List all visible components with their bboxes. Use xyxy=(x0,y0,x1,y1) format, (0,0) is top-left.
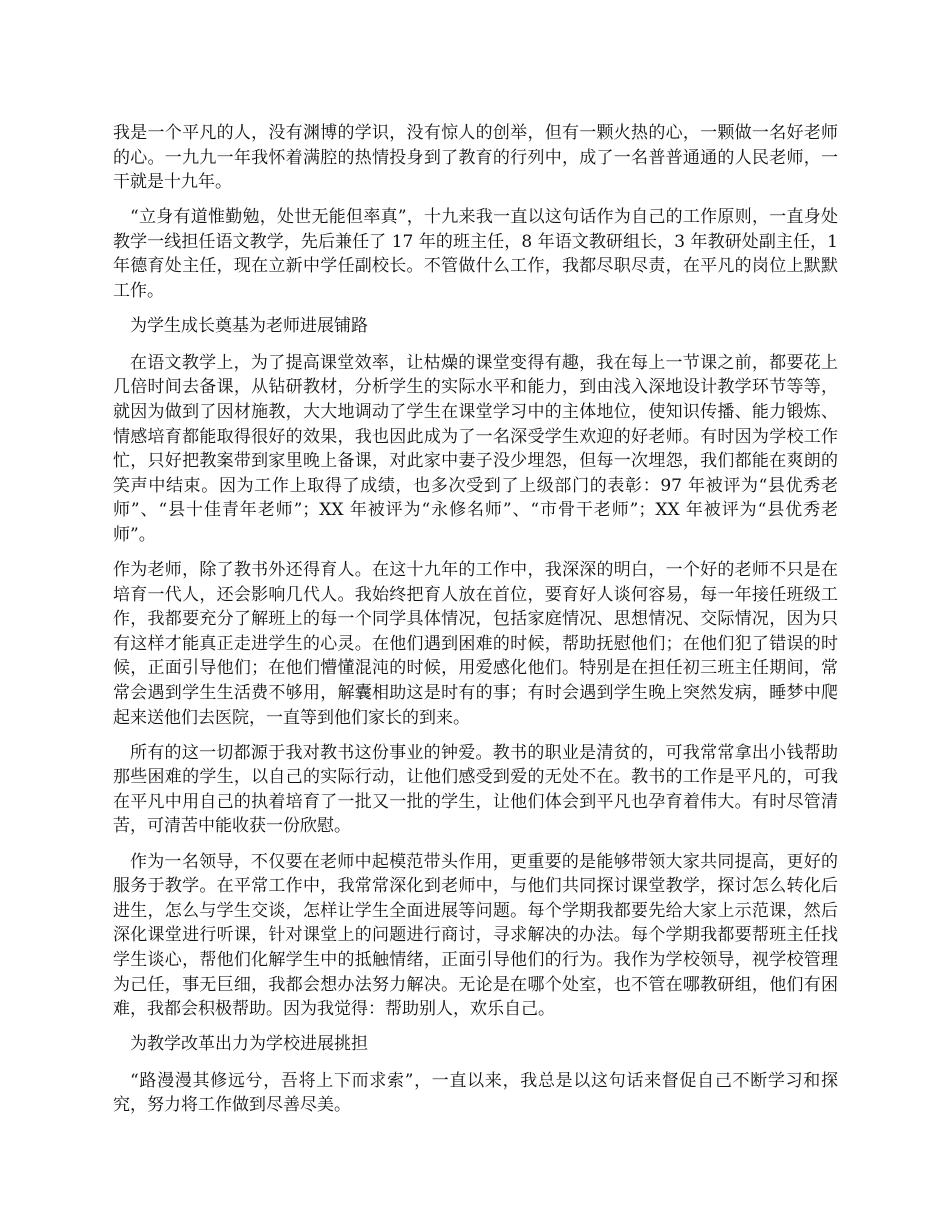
paragraph-motto: “立身有道惟勤勉，处世无能但率真”，十九来我一直以这句话作为自己的工作原则，一直身处教学一线担任语文教学，先后兼任了 17 年的班主任，8 年语文教研组长，3 年教研处副主任，1 年德育处主任，现在立新中学任副校长。不管做什么工作，我都尽职尽责，在平凡的岗位上默默工作。 xyxy=(113,207,838,302)
paragraph-teaching: 在语文教学上，为了提高课堂效率，让枯燥的课堂变得有趣，我在每上一节课之前，都要花上几倍时间去备课，从钻研教材，分析学生的实际水平和能力，到由浅入深地设计教学环节等等，就因为做到了因材施教，大大地调动了学生在课堂学习中的主体地位，使知识传播、能力锻炼、情感培育都能取得很好的效果，我也因此成为了一名深受学生欢迎的好老师。有时因为学校工作忙，只好把教案带到家里晚上备课，对此家中妻子没少埋怨，但每一次埋怨，我们都能在爽朗的笑声中结束。因为工作上取得了成绩，也多次受到了上级部门的表彰：97 年被评为“县优秀老师”、“县十佳青年老师”；XX 年被评为“永修名师”、“市骨干老师”；XX 年被评为“县优秀老师”。 xyxy=(113,352,838,545)
paragraph-reform: “路漫漫其修远兮，吾将上下而求索”，一直以来，我总是以这句话来督促自己不断学习和探究，努力将工作做到尽善尽美。 xyxy=(113,1070,838,1116)
document-body xyxy=(113,121,838,1128)
paragraph-educating: 作为老师，除了教书外还得育人。在这十九年的工作中，我深深的明白，一个好的老师不只是在培育一代人，还会影响几代人。我始终把育人放在首位，要育好人谈何容易，每一年接任班级工作，我都要充分了解班上的每一个同学具体情况，包括家庭情况、思想情况、交际情况，因为只有这样才能真正走进学生的心灵。在他们遇到困难的时候，帮助抚慰他们；在他们犯了错误的时候，正面引导他们；在他们懵懂混沌的时候，用爱感化他们。特别是在担任初三班主任期间，常常会遇到学生生活费不够用，解囊相助这是时有的事；有时会遇到学生晚上突然发病，睡梦中爬起来送他们去医院，一直等到他们家长的到来。 xyxy=(113,560,838,728)
section-heading-2: 为教学改革出力为学校进展挑担 xyxy=(130,1034,368,1055)
section-heading-1: 为学生成长奠基为老师进展铺路 xyxy=(130,316,368,337)
paragraph-intro: 我是一个平凡的人，没有渊博的学识，没有惊人的创举，但有一颗火热的心，一颗做一名好老师的心。一九九一年我怀着满腔的热情投身到了教育的行列中，成了一名普普通通的人民老师，一干就是十九年。 xyxy=(113,123,838,193)
paragraph-leadership: 作为一名领导，不仅要在老师中起模范带头作用，更重要的是能够带领大家共同提高，更好的服务于教学。在平常工作中，我常常深化到老师中，与他们共同探讨课堂教学，探讨怎么转化后进生，怎么与学生交谈，怎样让学生全面进展等问题。每个学期我都要先给大家上示范课，然后深化课堂进行听课，针对课堂上的问题进行商讨，寻求解决的办法。每个学期我都要帮班主任找学生谈心，帮他们化解学生中的抵触情绪，正面引导他们的行为。我作为学校领导，视学校管理为己任，事无巨细，我都会想办法努力解决。无论是在哪个处室，也不管在哪教研组，他们有困难，我都会积极帮助。因为我觉得：帮助别人，欢乐自己。 xyxy=(113,851,838,1020)
paragraph-devotion: 所有的这一切都源于我对教书这份事业的钟爱。教书的职业是清贫的，可我常常拿出小钱帮助那些困难的学生，以自己的实际行动，让他们感受到爱的无处不在。教书的工作是平凡的，可我在平凡中用自己的执着培育了一批又一批的学生，让他们体会到平凡也孕育着伟大。有时尽管清苦，可清苦中能收获一份欣慰。 xyxy=(113,742,838,837)
